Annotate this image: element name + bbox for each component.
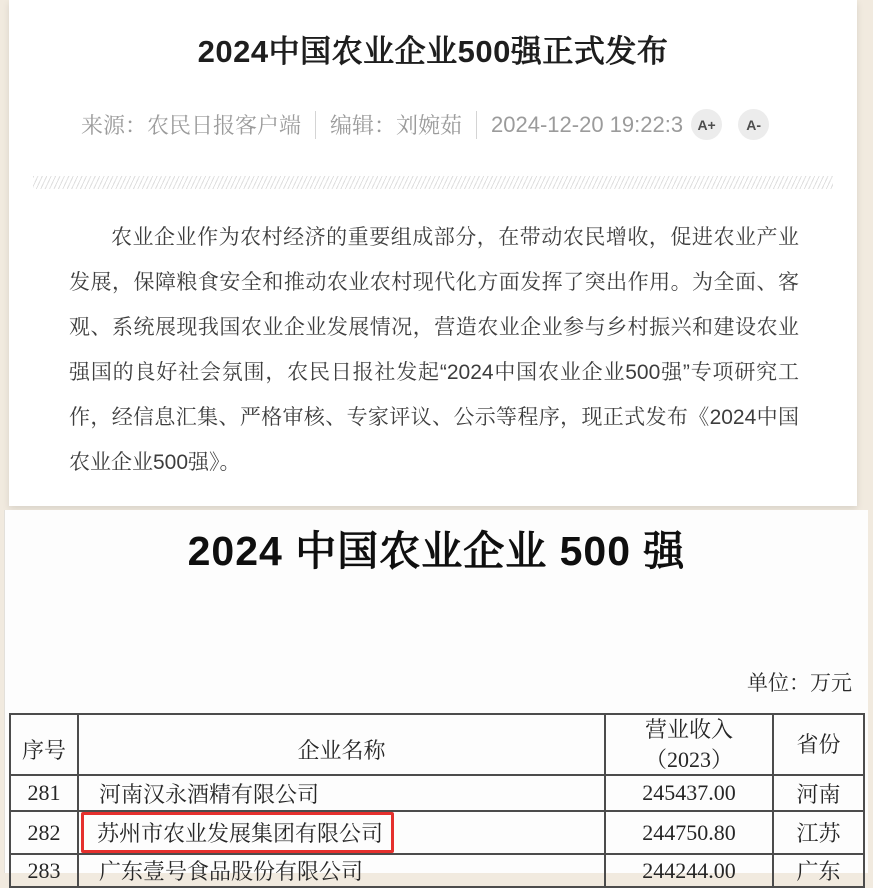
table-row-highlighted (10, 811, 864, 854)
cell-revenue: 245437.00 (605, 775, 773, 811)
company-name-highlight-box: 苏州市农业发展集团有限公司 (81, 812, 394, 853)
table-header-row (10, 714, 864, 775)
article-card (9, 0, 857, 506)
company-name: 河南汉永酒精有限公司 (99, 781, 320, 807)
article-title: 2024中国农业企业500强正式发布 (197, 34, 669, 69)
meta-divider (315, 111, 316, 139)
header-province: 省份 (773, 714, 864, 775)
article-meta-row (9, 109, 857, 140)
unit-label: 单位：万元 (747, 671, 852, 695)
cell-revenue: 244750.80 (605, 811, 773, 854)
article-paragraph: 农业企业作为农村经济的重要组成部分，在带动农民增收，促进农业产业发展，保障粮食安全和推动农业农村现代化方面发挥了突出作用。为全面、客观、系统展现我国农业企业发展情况，营造农业企业参与乡村振兴和建设农业强国的良好社会氛围，农民日报社发起“2024中国农业企业500强”专项研究工作，经信息汇集、严格审核、专家评议、公示等程序，现正式发布《2024中国农业企业500强》。 (69, 226, 799, 474)
cell-revenue: 244244.00 (605, 854, 773, 887)
hatched-divider (33, 176, 833, 189)
meta-source: 来源：农民日报客户端 (81, 113, 302, 138)
cell-company (78, 854, 605, 887)
cell-company (78, 811, 605, 854)
header-revenue-line2: （2023） (644, 746, 733, 772)
table-row (10, 775, 864, 811)
cell-rank: 282 (10, 811, 78, 854)
meta-editor: 编辑：刘婉茹 (330, 113, 463, 138)
font-decrease-button[interactable]: A- (738, 109, 769, 140)
meta-divider (476, 111, 477, 139)
ranking-image-section (4, 510, 868, 885)
font-increase-button[interactable]: A+ (691, 109, 722, 140)
header-revenue-line1: 营业收入 (644, 717, 733, 742)
ranking-table (9, 713, 865, 888)
ranking-title: 2024 中国农业企业 500 强 (187, 528, 686, 574)
table-row (10, 854, 864, 887)
cell-rank: 283 (10, 854, 78, 887)
cell-company (78, 775, 605, 811)
header-rank: 序号 (10, 714, 78, 775)
meta-datetime: 2024-12-20 19:22:3 (491, 111, 684, 137)
cell-province: 广东 (773, 854, 864, 887)
company-name: 广东壹号食品股份有限公司 (99, 859, 364, 885)
header-revenue (605, 714, 773, 775)
cell-rank: 281 (10, 775, 78, 811)
header-company: 企业名称 (78, 714, 605, 775)
cell-province: 河南 (773, 775, 864, 811)
cell-province: 江苏 (773, 811, 864, 854)
